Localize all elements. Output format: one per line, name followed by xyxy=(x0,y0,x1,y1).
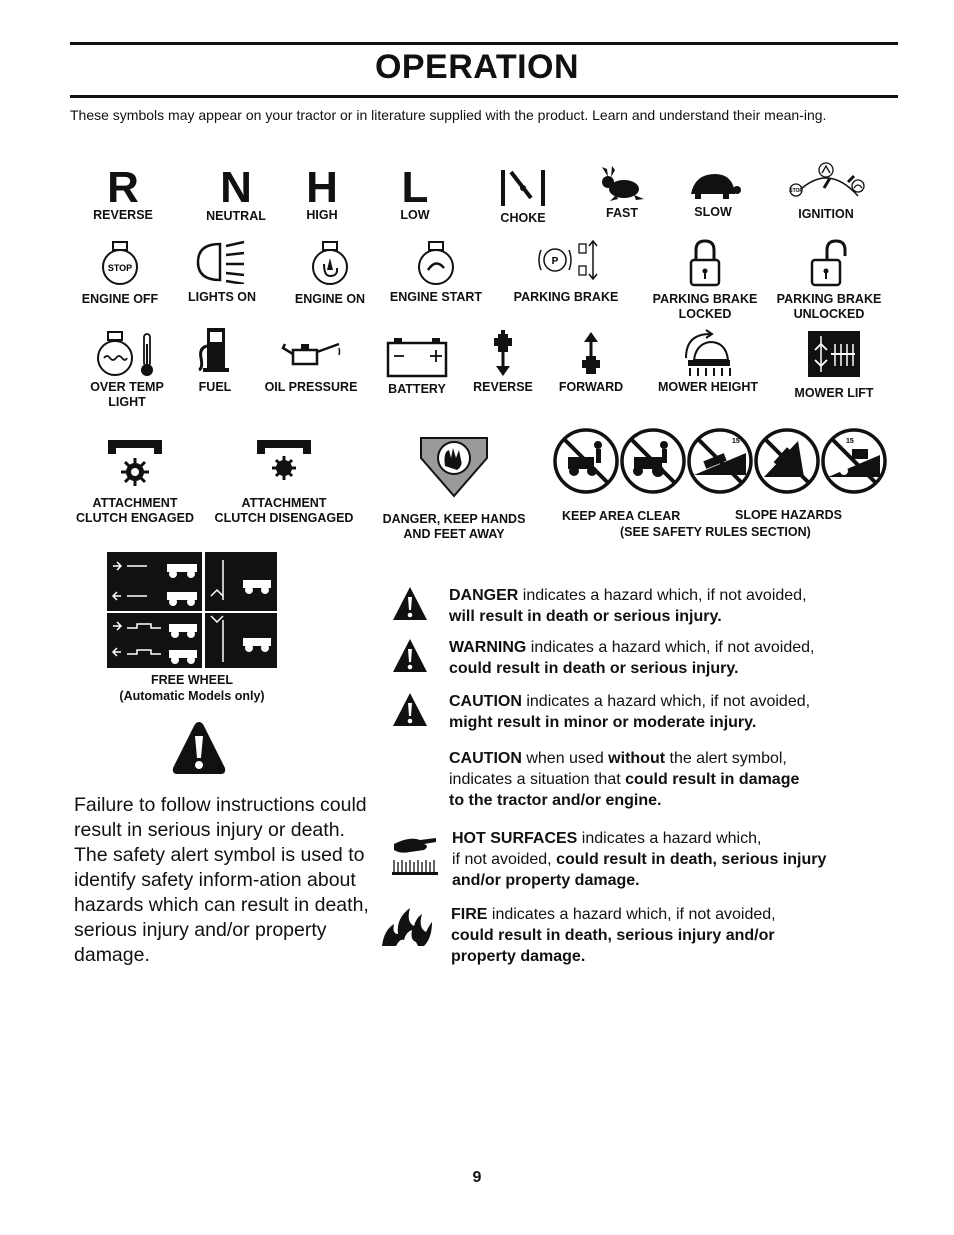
keep-area-clear-icon-1 xyxy=(555,430,617,492)
pb-unlocked-line1: PARKING BRAKE xyxy=(776,292,882,306)
fire-line3: property damage. xyxy=(451,948,586,965)
caution-rest: indicates a hazard which, if not avoided, xyxy=(521,693,811,710)
engine-start-icon xyxy=(416,240,456,286)
slope-hazard-icon-3 xyxy=(823,430,885,492)
slope-hazard-icon-2 xyxy=(756,430,818,492)
headlight-icon xyxy=(194,240,250,284)
caution2-line2a: indicates a situation that xyxy=(449,771,626,788)
parking-brake-icon xyxy=(531,240,601,280)
hot-rest: indicates a hazard which, xyxy=(577,830,762,847)
caution2-mid2: the alert symbol, xyxy=(665,750,787,767)
symbol-ignition xyxy=(784,160,868,222)
symbol-mower-lift xyxy=(786,330,882,401)
slope-hazards-label: SLOPE HAZARDS xyxy=(735,508,842,522)
over-temp-line1: OVER TEMP xyxy=(90,380,164,394)
page-number: 9 xyxy=(472,1169,482,1186)
symbol-slow xyxy=(682,172,744,220)
symbol-choke xyxy=(493,168,553,226)
title-rule xyxy=(70,95,898,98)
caution-definition xyxy=(449,691,810,733)
ignition-switch-icon xyxy=(784,160,868,204)
danger-definition xyxy=(449,585,807,627)
warning-definition xyxy=(449,637,815,679)
engine-start-label: ENGINE START xyxy=(389,290,483,304)
symbol-lights-on xyxy=(180,240,264,305)
caution2-word: CAUTION xyxy=(449,750,522,767)
symbol-over-temp xyxy=(84,330,170,410)
hot-surface-icon xyxy=(390,830,440,876)
caution-word: CAUTION xyxy=(449,693,522,710)
symbol-high xyxy=(292,163,352,223)
slow-label: SLOW xyxy=(694,205,732,219)
intro-text: These symbols may appear on your tractor or in literature supplied with the product. Learn and understand their mean-ing. xyxy=(70,107,827,123)
caution2-line3: to the tractor and/or engine. xyxy=(449,792,662,809)
symbol-clutch-engaged xyxy=(72,436,198,526)
fire-definition xyxy=(451,904,776,967)
page-title: OPERATION xyxy=(374,48,580,86)
forward-label: FORWARD xyxy=(558,380,624,394)
clutch-disengaged-icon xyxy=(253,436,315,492)
symbol-parking-brake-unlocked xyxy=(770,238,888,322)
fuel-pump-icon xyxy=(197,326,233,372)
free-wheel-line2: (Automatic Models only) xyxy=(119,689,265,703)
reverse-direction-label: REVERSE xyxy=(473,380,533,394)
danger-rest: indicates a hazard which, if not avoided, xyxy=(518,587,807,604)
parking-brake-label: PARKING BRAKE xyxy=(513,290,619,304)
choke-label: CHOKE xyxy=(500,211,546,225)
fire-icon xyxy=(380,904,434,948)
pb-locked-line2: LOCKED xyxy=(678,307,732,321)
lock-open-icon xyxy=(809,238,849,288)
symbol-engine-on xyxy=(288,240,372,307)
neutral-letter: N xyxy=(220,163,252,212)
symbol-neutral xyxy=(199,163,273,224)
mower-lift-icon xyxy=(807,330,861,378)
symbol-fuel xyxy=(190,326,240,395)
battery-icon xyxy=(386,336,448,378)
clutch-disengaged-line2: CLUTCH DISENGAGED xyxy=(214,511,354,525)
oil-pressure-label: OIL PRESSURE xyxy=(264,380,358,394)
caution2-line2b: could result in damage xyxy=(625,771,800,788)
safety-alert-icon xyxy=(171,720,227,776)
mower-lift-label: MOWER LIFT xyxy=(794,386,874,400)
engine-on-icon xyxy=(310,240,350,286)
reverse-label: REVERSE xyxy=(93,208,153,222)
symbol-forward xyxy=(552,330,630,395)
ignition-label: IGNITION xyxy=(798,207,854,221)
symbol-engine-off xyxy=(78,240,162,307)
caution-bold: might result in minor or moderate injury. xyxy=(449,714,757,731)
pb-unlocked-line2: UNLOCKED xyxy=(793,307,865,321)
slope-deg-1: 15 xyxy=(732,438,740,445)
engine-off-stop-text: STOP xyxy=(107,263,133,273)
choke-icon xyxy=(497,168,549,208)
mower-height-icon xyxy=(680,328,736,378)
forward-arrow-icon xyxy=(576,330,606,378)
over-temp-line2: LIGHT xyxy=(108,395,146,409)
clutch-engaged-line2: CLUTCH ENGAGED xyxy=(75,511,195,525)
hot-line2a: if not avoided, xyxy=(452,851,557,868)
reverse-letter: R xyxy=(107,163,139,212)
hot-word: HOT SURFACES xyxy=(452,830,578,847)
symbol-reverse-direction xyxy=(468,330,538,395)
caution2-without: without xyxy=(608,750,666,767)
caution-no-symbol-definition xyxy=(449,748,799,811)
caution2-mid1: when used xyxy=(521,750,609,767)
fire-line2: could result in death, serious injury and/or xyxy=(451,927,775,944)
low-label: LOW xyxy=(400,208,430,222)
clutch-engaged-line1: ATTACHMENT xyxy=(92,496,178,510)
battery-label: BATTERY xyxy=(388,382,446,396)
keep-area-clear-label: KEEP AREA CLEAR xyxy=(562,509,681,523)
fire-rest: indicates a hazard which, if not avoided, xyxy=(487,906,776,923)
caution-alert-icon xyxy=(392,692,428,728)
temperature-icon xyxy=(92,330,162,378)
warning-bold: could result in death or serious injury. xyxy=(449,660,739,677)
hot-line3: and/or property damage. xyxy=(452,872,640,889)
slope-deg-2: 15 xyxy=(846,438,854,445)
mower-height-label: MOWER HEIGHT xyxy=(658,380,758,394)
symbol-reverse xyxy=(88,163,158,223)
high-label: HIGH xyxy=(306,208,338,222)
symbol-low xyxy=(388,163,442,223)
lead-paragraph: Failure to follow instructions could result in serious injury or death. The safety alert symbol is used to identify safety inform-ation about hazards which can result in death, serious injury and/or property damage. xyxy=(74,794,369,966)
symbol-battery xyxy=(380,336,454,397)
danger-hands-line2: AND FEET AWAY xyxy=(403,527,505,541)
hand-hazard-icon xyxy=(417,436,491,498)
rabbit-icon xyxy=(598,165,646,203)
warning-alert-icon xyxy=(392,638,428,674)
lights-on-label: LIGHTS ON xyxy=(187,290,257,304)
hazard-circles xyxy=(552,427,888,495)
hot-surfaces-definition xyxy=(452,828,826,891)
symbol-danger-hands xyxy=(376,436,532,542)
clutch-engaged-icon xyxy=(104,436,166,492)
engine-off-label: ENGINE OFF xyxy=(81,292,159,306)
high-letter: H xyxy=(306,163,338,212)
see-safety-label: (SEE SAFETY RULES SECTION) xyxy=(620,525,811,539)
slope-hazard-icon-1 xyxy=(689,430,751,492)
symbol-engine-start xyxy=(384,240,488,305)
oil-can-icon xyxy=(279,330,343,370)
danger-hands-line1: DANGER, KEEP HANDS xyxy=(382,512,526,526)
symbol-mower-height xyxy=(650,328,766,395)
free-wheel-line1: FREE WHEEL xyxy=(151,673,233,687)
free-wheel-panel xyxy=(107,552,277,668)
pb-locked-line1: PARKING BRAKE xyxy=(652,292,758,306)
parking-p-text: P xyxy=(551,256,559,267)
top-rule xyxy=(70,42,898,45)
symbol-oil-pressure xyxy=(258,330,364,395)
clutch-disengaged-line1: ATTACHMENT xyxy=(241,496,327,510)
reverse-arrow-icon xyxy=(488,330,518,378)
danger-alert-icon xyxy=(392,586,428,622)
warning-rest: indicates a hazard which, if not avoided, xyxy=(526,639,815,656)
low-letter: L xyxy=(401,163,429,212)
ignition-stop-text: STOP xyxy=(789,188,803,194)
fast-label: FAST xyxy=(606,206,638,220)
engine-on-label: ENGINE ON xyxy=(294,292,366,306)
keep-area-clear-icon-2 xyxy=(622,430,684,492)
symbol-fast xyxy=(594,165,650,221)
engine-stop-icon xyxy=(100,240,140,286)
fuel-label: FUEL xyxy=(198,380,232,394)
neutral-label: NEUTRAL xyxy=(206,209,266,223)
symbol-parking-brake xyxy=(506,240,626,305)
warning-word: WARNING xyxy=(449,639,527,656)
danger-bold: will result in death or serious injury. xyxy=(449,608,722,625)
symbol-clutch-disengaged xyxy=(210,436,358,526)
fire-word: FIRE xyxy=(451,906,488,923)
symbol-parking-brake-locked xyxy=(646,238,764,322)
danger-word: DANGER xyxy=(449,587,519,604)
turtle-icon xyxy=(685,172,741,202)
hot-line2b: could result in death, serious injury xyxy=(556,851,827,868)
lock-closed-icon xyxy=(688,238,722,288)
